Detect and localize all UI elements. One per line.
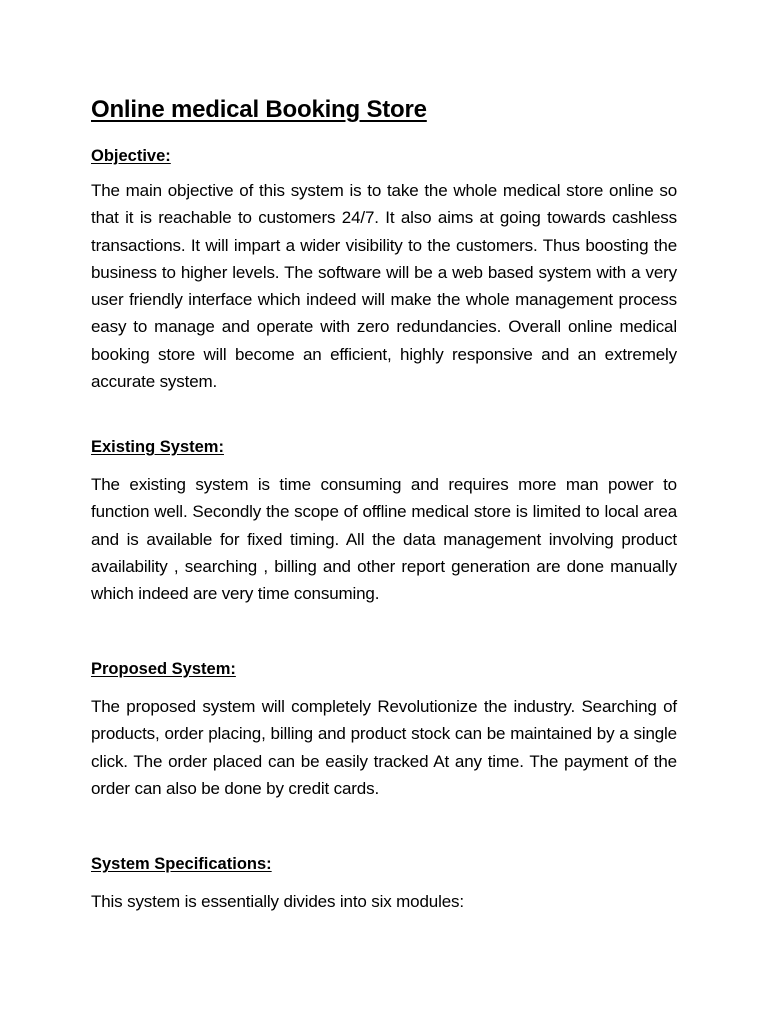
existing-system-heading: Existing System: <box>91 438 224 456</box>
system-specifications-heading: System Specifications: <box>91 855 272 873</box>
objective-heading: Objective: <box>91 147 171 165</box>
objective-paragraph: The main objective of this system is to take the whole medical store online so that it is reachable to customers 24/7. It also aims at going towards cashless transactions. It will impart a wider visibility to the customers. Thus boosting the business to higher levels. The software will be a web based system with a very user friendly interface which indeed will make the whole management process easy to manage and operate with zero redundancies. Overall online medical booking store will become an efficient, highly responsive and an extremely accurate system. <box>91 181 677 392</box>
document-title: Online medical Booking Store <box>91 96 427 123</box>
existing-system-paragraph: The existing system is time consuming and requires more man power to function well. Secondly the scope of offline medical store is limited to local area and is available for fixed timing. All the data management involving product availability , searching , billing and other report generation are done manually which indeed are very time consuming. <box>91 475 677 604</box>
proposed-system-paragraph: The proposed system will completely Revolutionize the industry. Searching of products, order placing, billing and product stock can be maintained by a single click. The order placed can be easily tracked At any time. The payment of the order can also be done by credit cards. <box>91 697 677 798</box>
proposed-system-heading: Proposed System: <box>91 660 236 678</box>
system-specifications-paragraph: This system is essentially divides into six modules: <box>91 892 464 911</box>
document-page <box>91 0 677 1024</box>
